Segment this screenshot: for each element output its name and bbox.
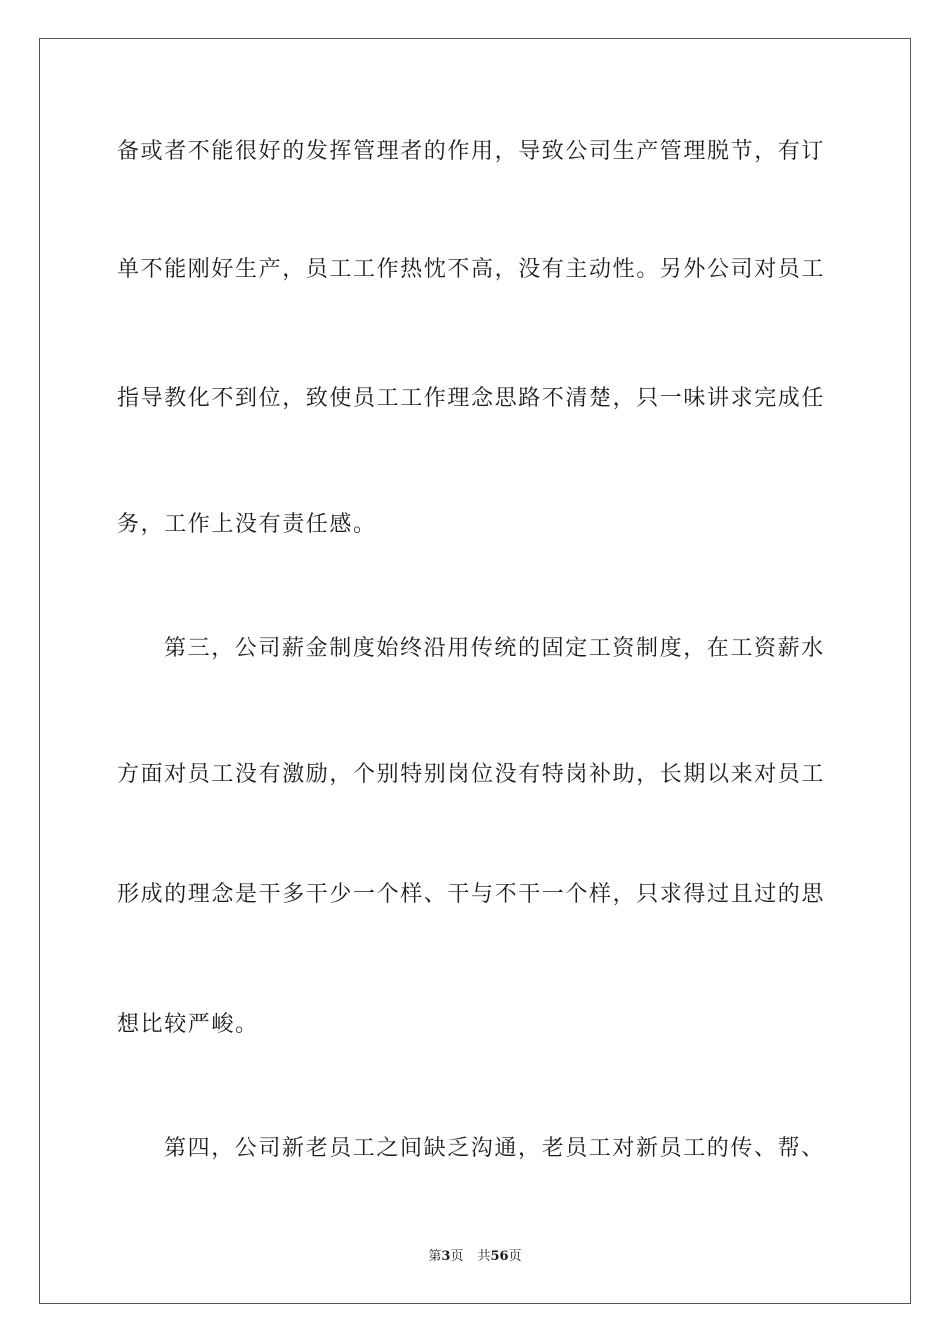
body-line-3: 指导教化不到位，致使员工工作理念思路不清楚，只一味讲求完成任	[117, 386, 826, 411]
page-number: 3	[441, 1249, 451, 1264]
page-footer	[0, 1248, 950, 1266]
body-line-5: 第三，公司薪金制度始终沿用传统的固定工资制度，在工资薪水	[164, 636, 825, 661]
page-border	[39, 38, 911, 1304]
page-suffix: 页	[450, 1249, 464, 1264]
body-line-4: 务，工作上没有责任感。	[117, 512, 377, 537]
body-line-1: 备或者不能很好的发挥管理者的作用，导致公司生产管理脱节，有订	[117, 139, 826, 164]
body-line-8: 想比较严峻。	[117, 1012, 259, 1037]
body-line-7: 形成的理念是干多干少一个样、干与不干一个样，只求得过且过的思	[117, 882, 826, 907]
body-line-6: 方面对员工没有激励，个别特别岗位没有特岗补助，长期以来对员工	[117, 762, 826, 787]
body-line-2: 单不能刚好生产，员工工作热忱不高，没有主动性。另外公司对员工	[117, 257, 826, 282]
total-pages: 56	[490, 1249, 509, 1264]
total-prefix: 共	[477, 1249, 491, 1264]
page-prefix: 第	[428, 1249, 442, 1264]
body-line-9: 第四，公司新老员工之间缺乏沟通，老员工对新员工的传、帮、	[164, 1136, 825, 1161]
total-suffix: 页	[508, 1249, 522, 1264]
